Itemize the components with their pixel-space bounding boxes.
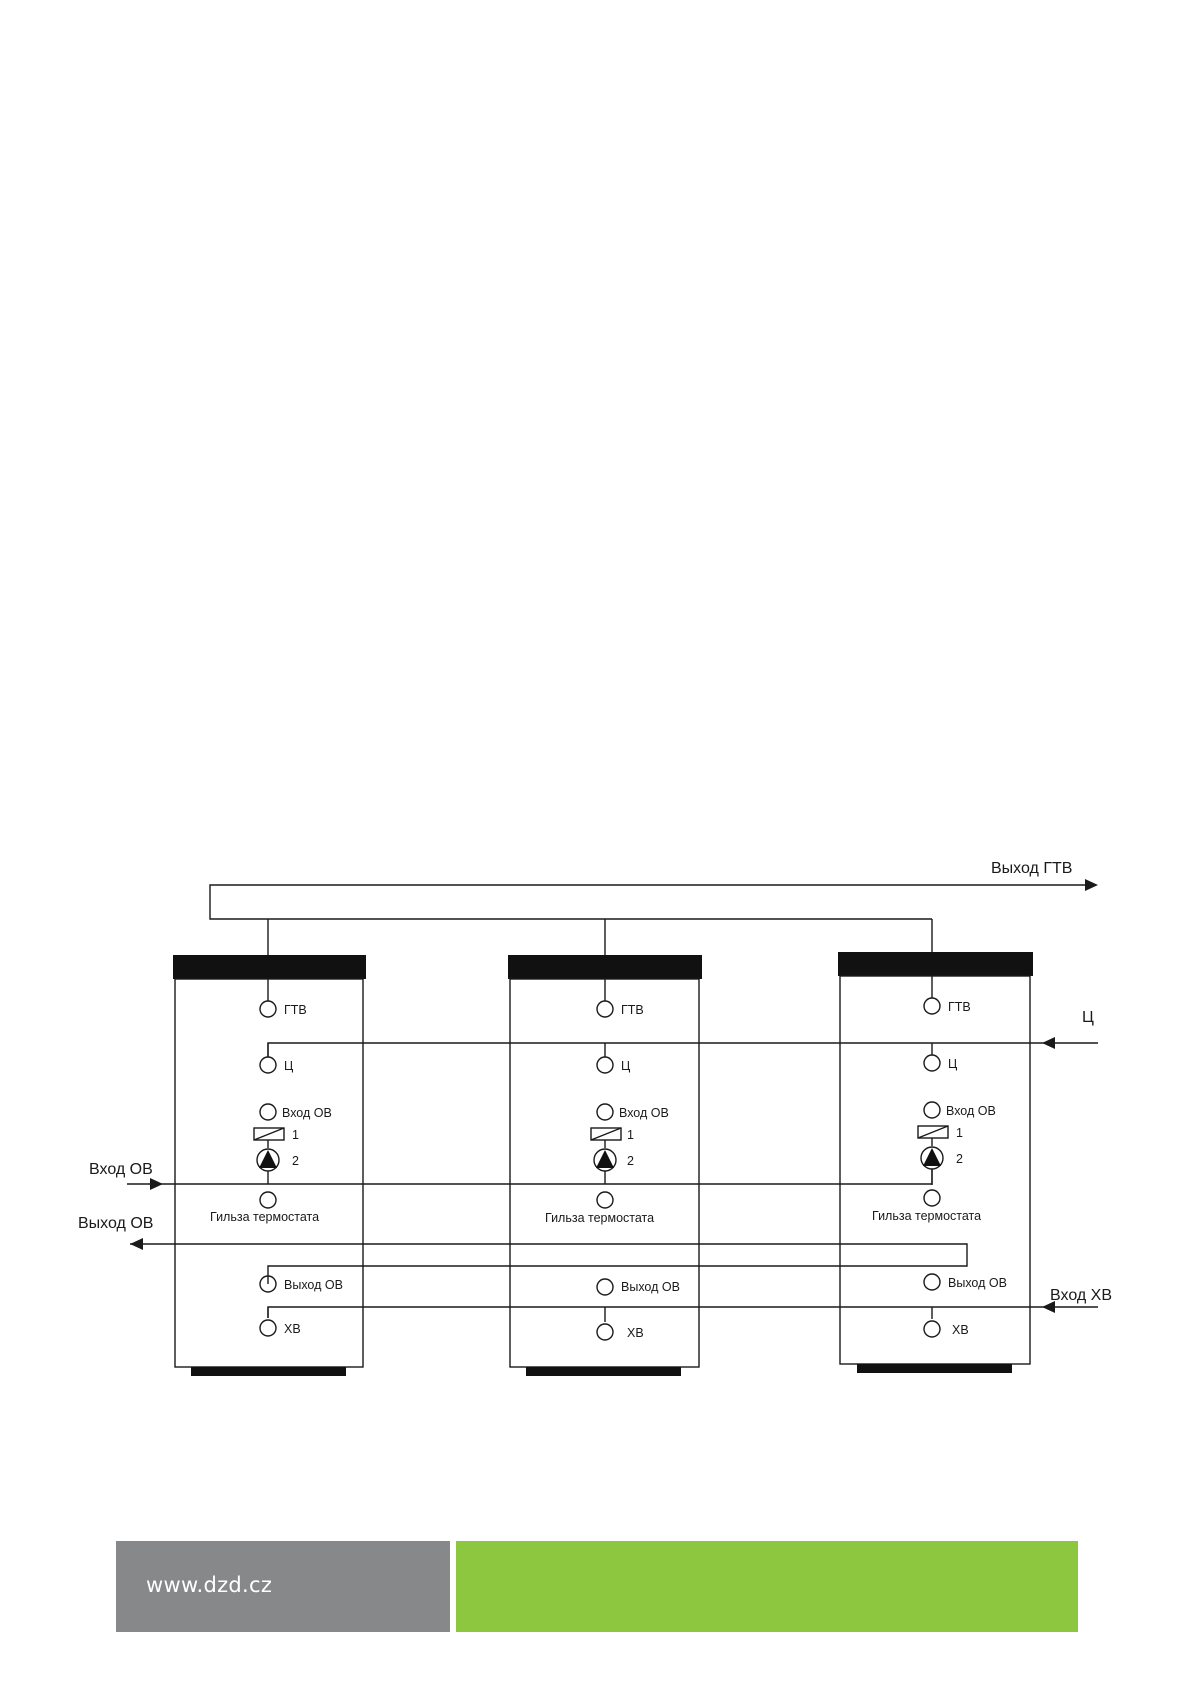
tank-2 [508, 955, 702, 1376]
port-icon [597, 1324, 613, 1340]
tank-2-pump-label: 2 [627, 1154, 634, 1168]
tank-1-cold-water-label: ХВ [284, 1322, 301, 1336]
tank-2-c-label: Ц [621, 1059, 631, 1073]
circulation-line [268, 1037, 1098, 1057]
port-icon [924, 1274, 940, 1290]
tank-1-valve-label: 1 [292, 1128, 299, 1142]
port-icon [260, 1320, 276, 1336]
tank-1-body [175, 979, 363, 1367]
tank-3-gtv-label: ГТВ [948, 1000, 971, 1014]
tank-2-valve-label: 1 [627, 1128, 634, 1142]
tank-1-c-label: Ц [284, 1059, 294, 1073]
arrow-right-icon [150, 1178, 163, 1190]
tank-2-heating-out-label: Выход ОВ [621, 1280, 680, 1294]
port-icon [260, 1001, 276, 1017]
cold-water-inlet-line [268, 1301, 1098, 1318]
tank-3-heating-in-label: Вход ОВ [946, 1104, 996, 1118]
tank-1-gtv-label: ГТВ [284, 1003, 307, 1017]
footer-gray-bar [116, 1541, 450, 1632]
tank-1-pump-label: 2 [292, 1154, 299, 1168]
heating-inlet-line [127, 1169, 932, 1190]
arrow-left-icon [1042, 1037, 1055, 1049]
tank-2-top-cap [508, 955, 702, 979]
port-icon [597, 1104, 613, 1120]
port-icon [924, 1321, 940, 1337]
port-icon [597, 1279, 613, 1295]
tank-2-gtv-label: ГТВ [621, 1003, 644, 1017]
tank-1-thermostat-label: Гильза термостата [210, 1210, 320, 1224]
heating-out-label: Выход ОВ [78, 1215, 154, 1232]
tank-1 [173, 955, 366, 1376]
hot-water-manifold [210, 879, 1098, 955]
tank-3-valve-label: 1 [956, 1126, 963, 1140]
port-icon [597, 1192, 613, 1208]
hot-water-out-label: Выход ГТВ [991, 860, 1073, 877]
tank-2-cold-water-label: ХВ [627, 1326, 644, 1340]
heating-in-label: Вход ОВ [89, 1161, 153, 1178]
tank-3-c-label: Ц [948, 1057, 958, 1071]
port-icon [924, 998, 940, 1014]
arrow-right-icon [1085, 879, 1098, 891]
port-icon [260, 1104, 276, 1120]
circulation-label: Ц [1082, 1009, 1094, 1026]
port-icon [924, 1055, 940, 1071]
tank-3-body [840, 976, 1030, 1364]
tank-3-top-cap [838, 952, 1033, 976]
tank-3-pump-label: 2 [956, 1152, 963, 1166]
tank-3-thermostat-label: Гильза термостата [872, 1209, 982, 1223]
tank-3-base [857, 1364, 1012, 1373]
tank-3-heating-out-label: Выход ОВ [948, 1276, 1007, 1290]
tank-3 [838, 952, 1033, 1373]
tank-1-top-cap [173, 955, 366, 979]
port-icon [597, 1001, 613, 1017]
port-icon [260, 1192, 276, 1208]
tank-3-cold-water-label: ХВ [952, 1323, 969, 1337]
tank-1-heating-out-label: Выход ОВ [284, 1278, 343, 1292]
tank-2-heating-in-label: Вход ОВ [619, 1106, 669, 1120]
arrow-left-icon [130, 1238, 143, 1250]
tank-1-base [191, 1367, 346, 1376]
port-icon [597, 1057, 613, 1073]
footer-url-link[interactable]: www.dzd.cz [146, 1573, 273, 1597]
port-icon [924, 1190, 940, 1206]
cold-water-in-label: Вход ХВ [1050, 1287, 1112, 1304]
tank-2-base [526, 1367, 681, 1376]
tank-1-heating-in-label: Вход ОВ [282, 1106, 332, 1120]
port-icon [260, 1057, 276, 1073]
port-icon [924, 1102, 940, 1118]
tank-1-labels [210, 1003, 343, 1336]
heating-outlet-line [130, 1238, 967, 1284]
footer-green-bar [456, 1541, 1078, 1632]
tank-2-thermostat-label: Гильза термостата [545, 1211, 655, 1225]
